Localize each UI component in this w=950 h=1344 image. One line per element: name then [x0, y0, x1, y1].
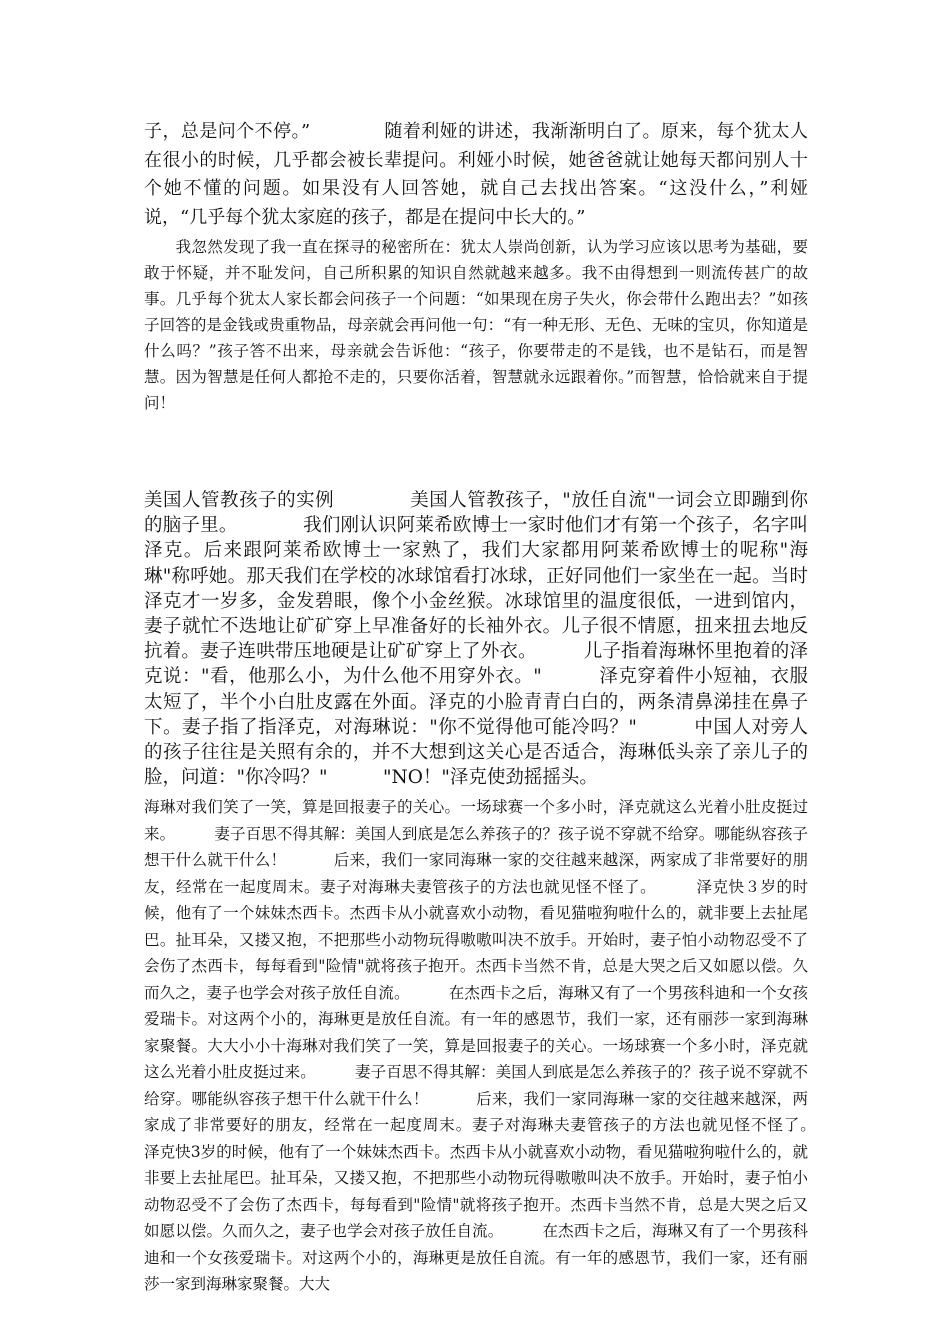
paragraph-question-upbringing: 子，总是问个不停。” 随着利娅的讲述，我渐渐明白了。原来，每个犹太人在很小的时候，几乎都会被长辈提问。利娅小时候，她爸爸就让她每天都问别人十个她不懂的问题。如果没有人回答她，就自己去找出答案。“这没什么，”利娅说，“几乎每个犹太家庭的孩子，都是在提问中长大的。”	[144, 121, 808, 228]
paragraph-wisdom-story: 我忽然发现了我一直在探寻的秘密所在：犹太人崇尚创新，认为学习应该以思考为基础，要敢于怀疑，并不耻发问，自己所积累的知识自然就越来越多。我不由得想到一则流传甚广的故事。几乎每个犹太人家长都会问孩子一个问题：“如果现在房子失火，你会带什么跑出去？”如孩子回答的是金钱或贵重物品，母亲就会再问他一句：“有一种无形、无色、无味的宝贝，你知道是什么吗？”孩子答不出来，母亲就会告诉他：“孩子，你要带走的不是钱，也不是钻石，而是智慧。因为智慧是任何人都抢不走的，只要你活着，智慧就永远跟着你。”而智慧，恰恰就来自于提问！	[144, 238, 808, 412]
paragraph-helen-family: 海琳对我们笑了一笑，算是回报妻子的关心。一场球赛一个多小时，泽克就这么光着小肚皮挺过来。 妻子百思不得其解：美国人到底是怎么养孩子的？孩子说不穿就不给穿。哪能纵容孩子想干什么就干什么！ 后来，我们一家同海琳一家的交往越来越深，两家成了非常要好的朋友，经常在一起度周末。妻子对海琳夫妻管孩子的方法也就见怪不怪了。 泽克快３岁的时候，他有了一个妹妹杰西卡。杰西卡从小就喜欢小动物，看见猫啦狗啦什么的，就非要上去扯尾巴。扯耳朵，又搂又抱，不把那些小动物玩得嗷嗷叫决不放手。开始时，妻子怕小动物忍受不了会伤了杰西卡，每每看到"险情"就将孩子抱开。杰西卡当然不肯，总是大哭之后又如愿以偿。久而久之，妻子也学会对孩子放任自流。 在杰西卡之后，海琳又有了一个男孩科迪和一个女孩爱瑞卡。对这两个小的，海琳更是放任自流。有一年的感恩节，我们一家，还有丽莎一家到海琳家聚餐。大大小小十海琳对我们笑了一笑，算是回报妻子的关心。一场球赛一个多小时，泽克就这么光着小肚皮挺过来。 妻子百思不得其解：美国人到底是怎么养孩子的？孩子说不穿就不给穿。哪能纵容孩子想干什么就干什么！ 后来，我们一家同海琳一家的交往越来越深，两家成了非常要好的朋友，经常在一起度周末。妻子对海琳夫妻管孩子的方法也就见怪不怪了。 泽克快3岁的时候，他有了一个妹妹杰西卡。杰西卡从小就喜欢小动物，看见猫啦狗啦什么的，就非要上去扯尾巴。扯耳朵，又搂又抱，不把那些小动物玩得嗷嗷叫决不放手。开始时，妻子怕小动物忍受不了会伤了杰西卡，每每看到"险情"就将孩子抱开。杰西卡当然不肯，总是大哭之后又如愿以偿。久而久之，妻子也学会对孩子放任自流。 在杰西卡之后，海琳又有了一个男孩科迪和一个女孩爱瑞卡。对这两个小的，海琳更是放任自流。有一年的感恩节，我们一家，还有丽莎一家到海琳家聚餐。大大	[144, 798, 855, 1294]
section-gap	[144, 416, 808, 488]
paragraph-american-parenting: 美国人管教孩子的实例 美国人管教孩子，"放任自流"一词会立即蹦到你的脑子里。 我们刚认识阿莱希欧博士一家时他们才有第一个孩子，名字叫泽克。后来跟阿莱希欧博士一家熟了，我们大家都用阿莱希欧博士的呢称"海琳"称呼她。那天我们在学校的冰球馆看打冰球，正好同他们一家坐在一起。当时泽克才一岁多，金发碧眼，像个小金丝猴。冰球馆里的温度很低，一进到馆内，妻子就忙不迭地让矿矿穿上早准备好的长袖外衣。儿子很不情愿，扭来扭去地反抗着。妻子连哄带压地硬是让矿矿穿上了外衣。 儿子指着海琳怀里抱着的泽克说："看，他那么小，为什么他不用穿外衣。" 泽克穿着件小短袖，衣服太短了，半个小白肚皮露在外面。泽克的小脸青青白白的，两条清鼻涕挂在鼻子下。妻子指了指泽克，对海琳说："你不觉得他可能冷吗？" 中国人对旁人的孩子往往是关照有余的，并不大想到这关心是否适合，海琳低头亲了亲儿子的脸，问道："你冷吗？" "NO！"泽克使劲摇摇头。	[144, 490, 808, 789]
document-page	[144, 118, 855, 1298]
